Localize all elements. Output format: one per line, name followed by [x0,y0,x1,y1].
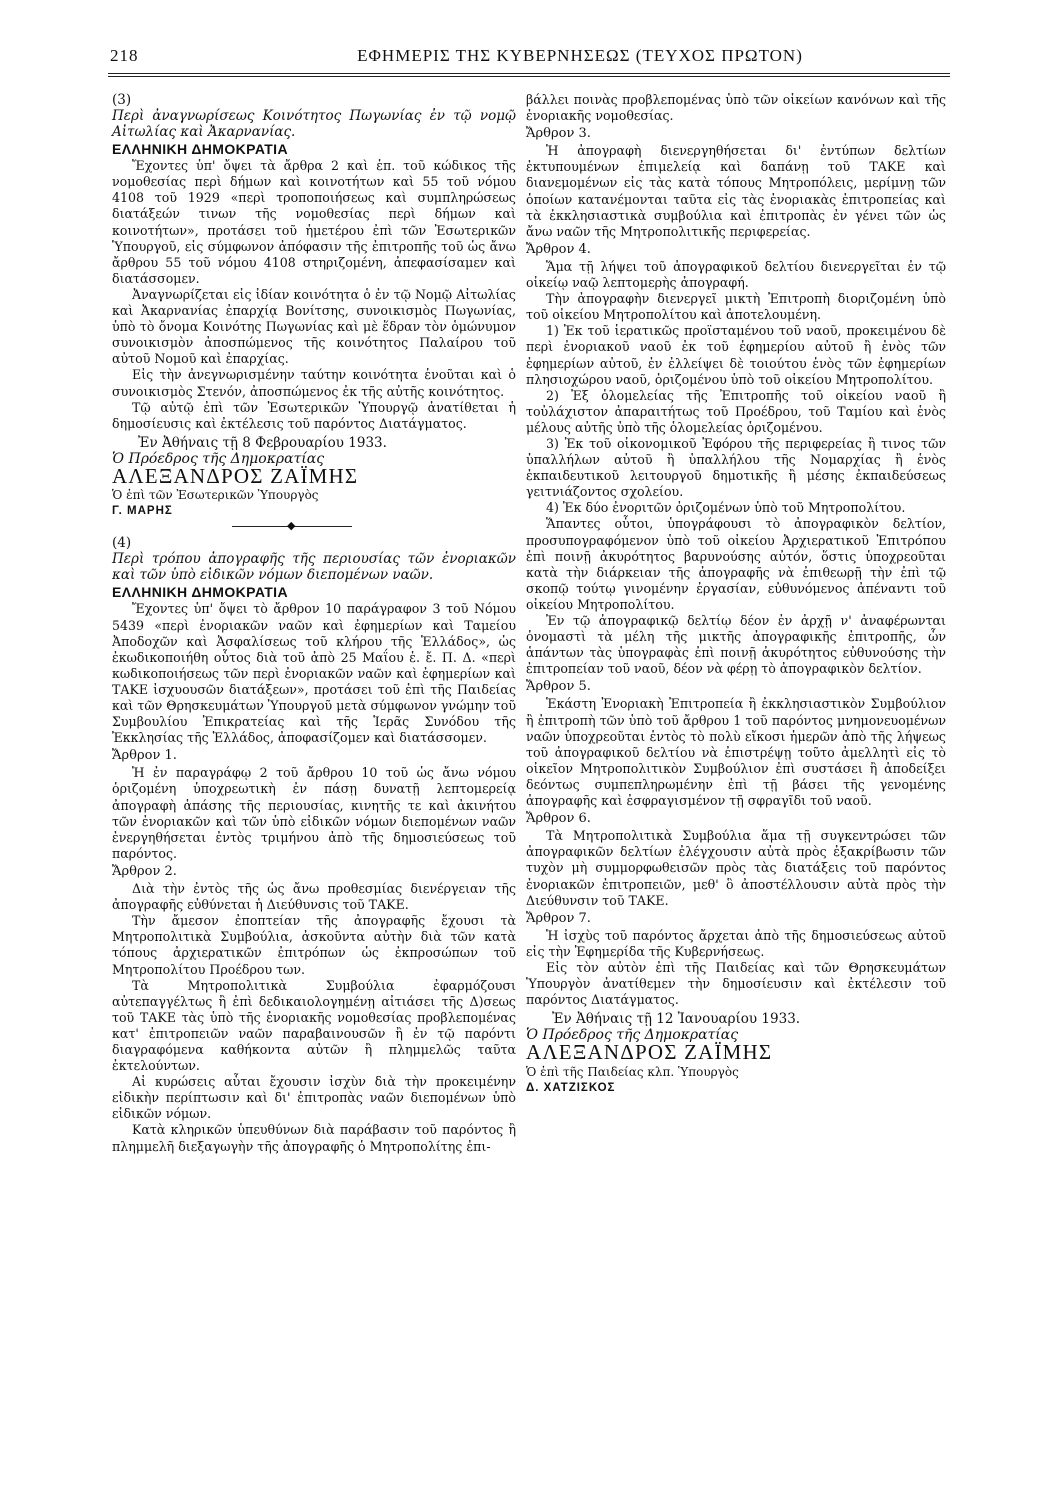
article-4-paragraph: Ἅπαντες οὗτοι, ὑπογράφουσι τὸ ἀπογραφικὸν δελτίον, προσυπογραφόμενον ὑπὸ τοῦ οἰκείου Ἀρχιερατικοῦ Ἐπιτρόπου ἐπὶ ποινῇ ἀκυρότητος βαρυνούσης αὐτόν, ὅστις ὑποχρεοῦται κατὰ τὴν διάρκειαν τῆς ἀπογραφῆς νὰ ἐπιθεωρῇ τὴν ἐπὶ τῷ σκοπῷ τούτῳ γινομένην ἐργασίαν, εὐθυνόμενος ἀπέναντι τοῦ οἰκείου Μητροπολίτου. [526,516,946,612]
article-5-text: Ἑκάστη Ἐνοριακὴ Ἐπιτροπεία ἢ ἐκκλησιαστικὸν Συμβούλιον ἢ ἐπιτροπὴ τῶν ὑπὸ τοῦ ἄρθρου 1 τοῦ παρόντος μνημονευομένων ναῶν ὑποχρεοῦται ἐντὸς τὸ πολὺ εἴκοσι ἡμερῶν ἀπὸ τῆς λήψεως τοῦ ἀπογραφικοῦ δελτίου νὰ ἐπιστρέψῃ τοῦτο ἀμελλητὶ εἰς τὸ οἰκεῖον Μητροπολιτικὸν Συμβούλιον ἐπὶ συστάσει ἢ ἀποδείξει δεόντως συμπεπληρωμένην ἐπὶ τῇ βάσει τῆς γενομένης ἀπογραφῆς καὶ ἐσφραγισμένον τῇ σφραγῖδι τοῦ ναοῦ. [526,696,946,809]
article-4-paragraph: Τὴν ἀπογραφὴν διενεργεῖ μικτὴ Ἐπιτροπὴ διοριζομένη ὑπὸ τοῦ οἰκείου Μητροπολίτου καὶ ἀποτελουμένη. [526,291,946,323]
article-4-paragraph: 4) Ἐκ δύο ἐνοριτῶν ὁριζομένων ὑπὸ τοῦ Μητροπολίτου. [546,500,906,516]
decree3-president-title: Ὁ Πρόεδρος τῆς Δημοκρατίας [112,450,325,467]
header-rule-thin [108,76,950,77]
decree3-president-name: ΑΛΕΞΑΝΔΡΟΣ ΖΑΪΜΗΣ [112,463,359,488]
decree3-minister-title: Ὁ ἐπὶ τῶν Ἐσωτερικῶν Ὑπουργὸς [112,488,319,503]
article-2-paragraph: Αἱ κυρώσεις αὗται ἔχουσιν ἰσχὺν διὰ τὴν προκειμένην εἰδικὴν περίπτωσιν καὶ δι' ἐπιτροπὰς ναῶν διεπομένων ὑπὸ εἰδικῶν νόμων. [112,1074,516,1122]
decree3-paragraph: Εἰς τὴν ἀνεγνωρισμένην ταύτην κοινότητα ἑνοῦται καὶ ὁ συνοικισμὸς Στενόν, ἀποσπώμενος ἐκ τῆς αὐτῆς κοινότητος. [112,367,516,399]
article-2-paragraph: Τὴν ἄμεσον ἐποπτείαν τῆς ἀπογραφῆς ἔχουσι τὰ Μητροπολιτικὰ Συμβούλια, ἀσκοῦντα αὐτὴν διὰ τῶν κατὰ τόπους ἀρχιερατικῶν ἐπιτρόπων ὡς ἐκπροσώπων τοῦ Μητροπολίτου Προέδρου των. [112,913,516,977]
decree3-minister-signature: Γ. ΜΑΡΗΣ [112,505,173,518]
decree4-preamble: Ἔχοντες ὑπ' ὄψει τὸ ἄρθρον 10 παράγραφον 3 τοῦ Νόμου 5439 «περὶ ἐνοριακῶν ναῶν καὶ ἐφημερίων καὶ Ταμείου Ἀποδοχῶν καὶ Ἀσφαλίσεως τοῦ κλήρου τῆς Ἑλλάδος», ὡς ἐκωδικοποιήθη οὗτος διὰ τοῦ ἀπὸ 25 Μαΐου ἑ. ἔ. Π. Δ. «περὶ κωδικοποιήσεως τῶν περὶ ἐνοριακῶν ναῶν καὶ ἐφημερίων καὶ ΤΑΚΕ ἰσχυουσῶν διατάξεων», προτάσει τοῦ ἐπὶ τῆς Παιδείας καὶ τῶν Θρησκευμάτων Ὑπουργοῦ μετὰ σύμφωνον γνώμην τοῦ Συμβουλίου Ἐπικρατείας καὶ τῆς Ἱερᾶς Συνόδου τῆς Ἐκκλησίας τῆς Ἑλλάδος, ἀποφασίζομεν καὶ διατάσσομεν. [112,601,516,746]
article-6-heading: Ἄρθρον 6. [526,811,591,827]
article-2-heading: Ἄρθρον 2. [112,863,177,879]
decree4-president-title: Ὁ Πρόεδρος τῆς Δημοκρατίας [526,1027,739,1044]
decree4-number: (4) [112,535,132,552]
article-7-paragraph: Ἡ ἰσχὺς τοῦ παρόντος ἄρχεται ἀπὸ τῆς δημοσιεύσεως αὐτοῦ εἰς τὴν Ἐφημερίδα τῆς Κυβερνήσεως. [526,927,946,959]
decree3-number: (3) [112,92,132,108]
page-header [110,46,940,72]
left-column [112,92,516,1155]
header-rule [108,73,950,74]
decree4-title: Περὶ τρόπου ἀπογραφῆς τῆς περιουσίας τῶν ἐνοριακῶν καὶ τῶν ὑπὸ εἰδικῶν νόμων διεπομένων ναῶν. [112,551,516,584]
page-number: 218 [110,46,139,65]
article-6-text: Τὰ Μητροπολιτικὰ Συμβούλια ἅμα τῇ συγκεντρώσει τῶν ἀπογραφικῶν δελτίων ἐλέγχουσιν αὐτὰ πρὸς ἐξακρίβωσιν τῶν τυχὸν μὴ συμμορφωθεισῶν πρὸς τὰς διατάξεις τοῦ παρόντος ἐνοριακῶν ἐπιτροπειῶν, μεθ' ὃ ἀποστέλλουσιν αὐτὰ πρὸς τὴν Διεύθυνσιν τοῦ ΤΑΚΕ. [526,828,946,908]
decree4-minister-signature: Δ. ΧΑΤΖΙΣΚΟΣ [526,1081,616,1094]
article-2-paragraph: Κατὰ κληρικῶν ὑπευθύνων διὰ παράβασιν τοῦ παρόντος ἢ πλημμελῆ διεξαγωγὴν τῆς ἀπογραφῆς ὁ Μητροπολίτης ἐπι- [112,1122,516,1154]
right-column [526,92,946,1096]
article-4-paragraph: Ἐν τῷ ἀπογραφικῷ δελτίῳ δέον ἐν ἀρχῇ ν' ἀναφέρωνται ὀνομαστὶ τὰ μέλη τῆς μικτῆς ἀπογραφικῆς ἐπιτροπῆς, ὧν ἁπάντων τὰς ὑπογραφὰς ἐπὶ ποινῇ ἀκυρότητος εὐθυνούσης τὴν ἐπιτροπείαν τοῦ ναοῦ, δέον νὰ φέρῃ τὸ ἀπογραφικὸν δελτίον. [526,613,946,677]
separator-ornament: ◆ [112,519,516,535]
article-2-continuation: βάλλει ποινὰς προβλεπομένας ὑπὸ τῶν οἰκείων κανόνων καὶ τῆς ἐνοριακῆς νομοθεσίας. [526,92,946,124]
article-1-heading: Ἄρθρον 1. [112,748,177,764]
article-4-paragraph: Ἅμα τῇ λήψει τοῦ ἀπογραφικοῦ δελτίου διενεργεῖται ἐν τῷ οἰκείῳ ναῷ λεπτομερὴς ἀπογραφή. [526,258,946,291]
gazette-title: ΕΦΗΜΕΡΙΣ ΤΗΣ ΚΥΒΕΡΝΗΣΕΩΣ (ΤΕΥΧΟΣ ΠΡΩΤΟΝ) [357,46,803,65]
article-7-heading: Ἄρθρον 7. [526,910,591,926]
decree4-republic-heading: ΕΛΛΗΝΙΚΗ ΔΗΜΟΚΡΑΤΙΑ [112,584,288,601]
article-4-paragraph: 3) Ἐκ τοῦ οἰκονομικοῦ Ἐφόρου τῆς περιφερείας ἢ τινος τῶν ὑπαλλήλων αὐτοῦ ἢ ὑπαλλήλου τῆς Νομαρχίας ἢ ἑνὸς ἐκπαιδευτικοῦ λειτουργοῦ δημοτικῆς ἢ μέσης ἐκπαιδεύσεως γειτνιάζοντος σχολείου. [526,435,946,500]
decree3-title: Περὶ ἀναγνωρίσεως Κοινότητος Πωγωνίας ἐν τῷ νομῷ Αἰτωλίας καὶ Ἀκαρνανίας. [112,108,516,141]
article-7-paragraph: Εἰς τὸν αὐτὸν ἐπὶ τῆς Παιδείας καὶ τῶν Θρησκευμάτων Ὑπουργὸν ἀνατίθεμεν τὴν δημοσίευσιν καὶ ἐκτέλεσιν τοῦ παρόντος Διατάγματος. [526,959,946,1008]
article-2-paragraph: Διὰ τὴν ἐντὸς τῆς ὡς ἄνω προθεσμίας διενέργειαν τῆς ἀπογραφῆς εὐθύνεται ἡ Διεύθυνσις τοῦ ΤΑΚΕ. [112,881,516,913]
decree3-paragraph: Ἔχοντες ὑπ' ὄψει τὰ ἄρθρα 2 καὶ ἑπ. τοῦ κώδικος τῆς νομοθεσίας περὶ δήμων καὶ κοινοτήτων καὶ 55 τοῦ νόμου 4108 τοῦ 1929 «περὶ τροποποιήσεως καὶ συμπληρώσεως διατάξεών τινων τῆς νομοθεσίας περὶ δήμων καὶ κοινοτήτων», προτάσει τοῦ ἡμετέρου ἐπὶ τῶν Ἐσωτερικῶν Ὑπουργοῦ, εἰς σύμφωνον ἀπόφασιν τῆς ἐπιτροπῆς τοῦ ὡς ἄνω ἄρθρου 55 τοῦ νόμου 4108 στηριζομένη, ἀπεφασίσαμεν καὶ διατάσσομεν. [112,158,516,286]
article-4-heading: Ἄρθρον 4. [526,241,591,257]
article-3-text: Ἡ ἀπογραφὴ διενεργηθήσεται δι' ἐντύπων δελτίων ἐκτυπουμένων ἐπιμελείᾳ καὶ δαπάνῃ τοῦ ΤΑΚΕ καὶ διανεμομένων εἰς τὰς κατὰ τόπους Μητροπόλεις, μερίμνῃ τῶν ὁποίων κατανέμονται ταῦτα εἰς τὰς ἐνοριακὰς ἐπιτροπείας καὶ τὰ ἐκκλησιαστικὰ συμβούλια καὶ ἐπιτροπὰς ἐν γένει τῶν ὡς ἄνω ναῶν τῆς Μητροπολιτικῆς περιφερείας. [526,143,946,239]
decree3-date: Ἐν Ἀθήναις τῇ 8 Φεβρουαρίου 1933. [138,434,387,451]
decree4-president-name: ΑΛΕΞΑΝΔΡΟΣ ΖΑΪΜΗΣ [526,1040,773,1065]
article-1-text: Ἡ ἐν παραγράφῳ 2 τοῦ ἄρθρου 10 τοῦ ὡς ἄνω νόμου ὁριζομένη ὑποχρεωτικὴ ἐν πάσῃ δυνατῇ λεπτομερείᾳ ἀπογραφὴ ἁπάσης τῆς περιουσίας, κινητῆς τε καὶ ἀκινήτου τῶν ἐνοριακῶν καὶ τῶν ὑπὸ εἰδικῶν νόμων διεπομένων ναῶν ἐνεργηθήσεται ἐντὸς τριμήνου ἀπὸ τῆς δημοσιεύσεως τοῦ παρόντος. [112,765,516,861]
article-5-heading: Ἄρθρον 5. [526,679,591,695]
article-4-paragraph: 2) Ἐξ ὁλομελείας τῆς Ἐπιτροπῆς τοῦ οἰκείου ναοῦ ἢ τοὐλάχιστον ἀπαραιτήτως τοῦ Προέδρου, τοῦ Ταμίου καὶ ἑνὸς μέλους αὐτῆς ὑπὸ τῆς ὁλομελείας ὁριζομένου. [526,387,946,435]
article-4-paragraph: 1) Ἐκ τοῦ ἱερατικῶς προϊσταμένου τοῦ ναοῦ, προκειμένου δὲ περὶ ἐνοριακοῦ ναοῦ ἐκ τοῦ ἐφημερίου αὐτοῦ ἢ ἑνὸς τῶν ἐφημερίων αὐτοῦ, ἐν ἐλλείψει δὲ τοιούτου ἑνὸς τῶν ἐφημερίων πλησιοχώρου ναοῦ, ὁριζομένου ὑπὸ τοῦ οἰκείου Μητροπολίτου. [526,323,946,387]
article-3-heading: Ἄρθρον 3. [526,126,591,142]
decree3-republic-heading: ΕΛΛΗΝΙΚΗ ΔΗΜΟΚΡΑΤΙΑ [112,141,288,158]
decree4-date: Ἐν Ἀθήναις τῇ 12 Ἰανουαρίου 1933. [552,1011,801,1028]
decree4-minister-title: Ὁ ἐπὶ τῆς Παιδείας κλπ. Ὑπουργὸς [526,1064,739,1079]
decree3-paragraph: Ἀναγνωρίζεται εἰς ἰδίαν κοινότητα ὁ ἐν τῷ Νομῷ Αἰτωλίας καὶ Ἀκαρνανίας ἐπαρχίᾳ Βονίτσης, συνοικισμὸς Πωγωνίας, ὑπὸ τὸ ὄνομα Κοινότης Πωγωνίας καὶ μὲ ἕδραν τὸν ὁμώνυμον συνοικισμὸν ἀποσπώμενος τῆς κοινότητος Παλαίρου τοῦ αὐτοῦ Νομοῦ καὶ ἐπαρχίας. [112,286,516,367]
decree3-paragraph: Τῷ αὐτῷ ἐπὶ τῶν Ἐσωτερικῶν Ὑπουργῷ ἀνατίθεται ἡ δημοσίευσις καὶ ἐκτέλεσις τοῦ παρόντος Διατάγματος. [112,399,516,431]
article-2-paragraph: Τὰ Μητροπολιτικὰ Συμβούλια ἐφαρμόζουσι αὐτεπαγγέλτως ἢ ἐπὶ δεδικαιολογημένῃ αἰτιάσει τῆς Δ)σεως τοῦ ΤΑΚΕ τὰς ὑπὸ τῆς ἐνοριακῆς νομοθεσίας προβλεπομένας κατ' ἐπιτροπειῶν ναῶν παραβαινουσῶν ἢ ἐν τῷ παρόντι διαγραφόμενα καθήκοντα αὐτῶν ἢ πλημμελῶς ταῦτα ἐκτελούντων. [112,977,516,1074]
